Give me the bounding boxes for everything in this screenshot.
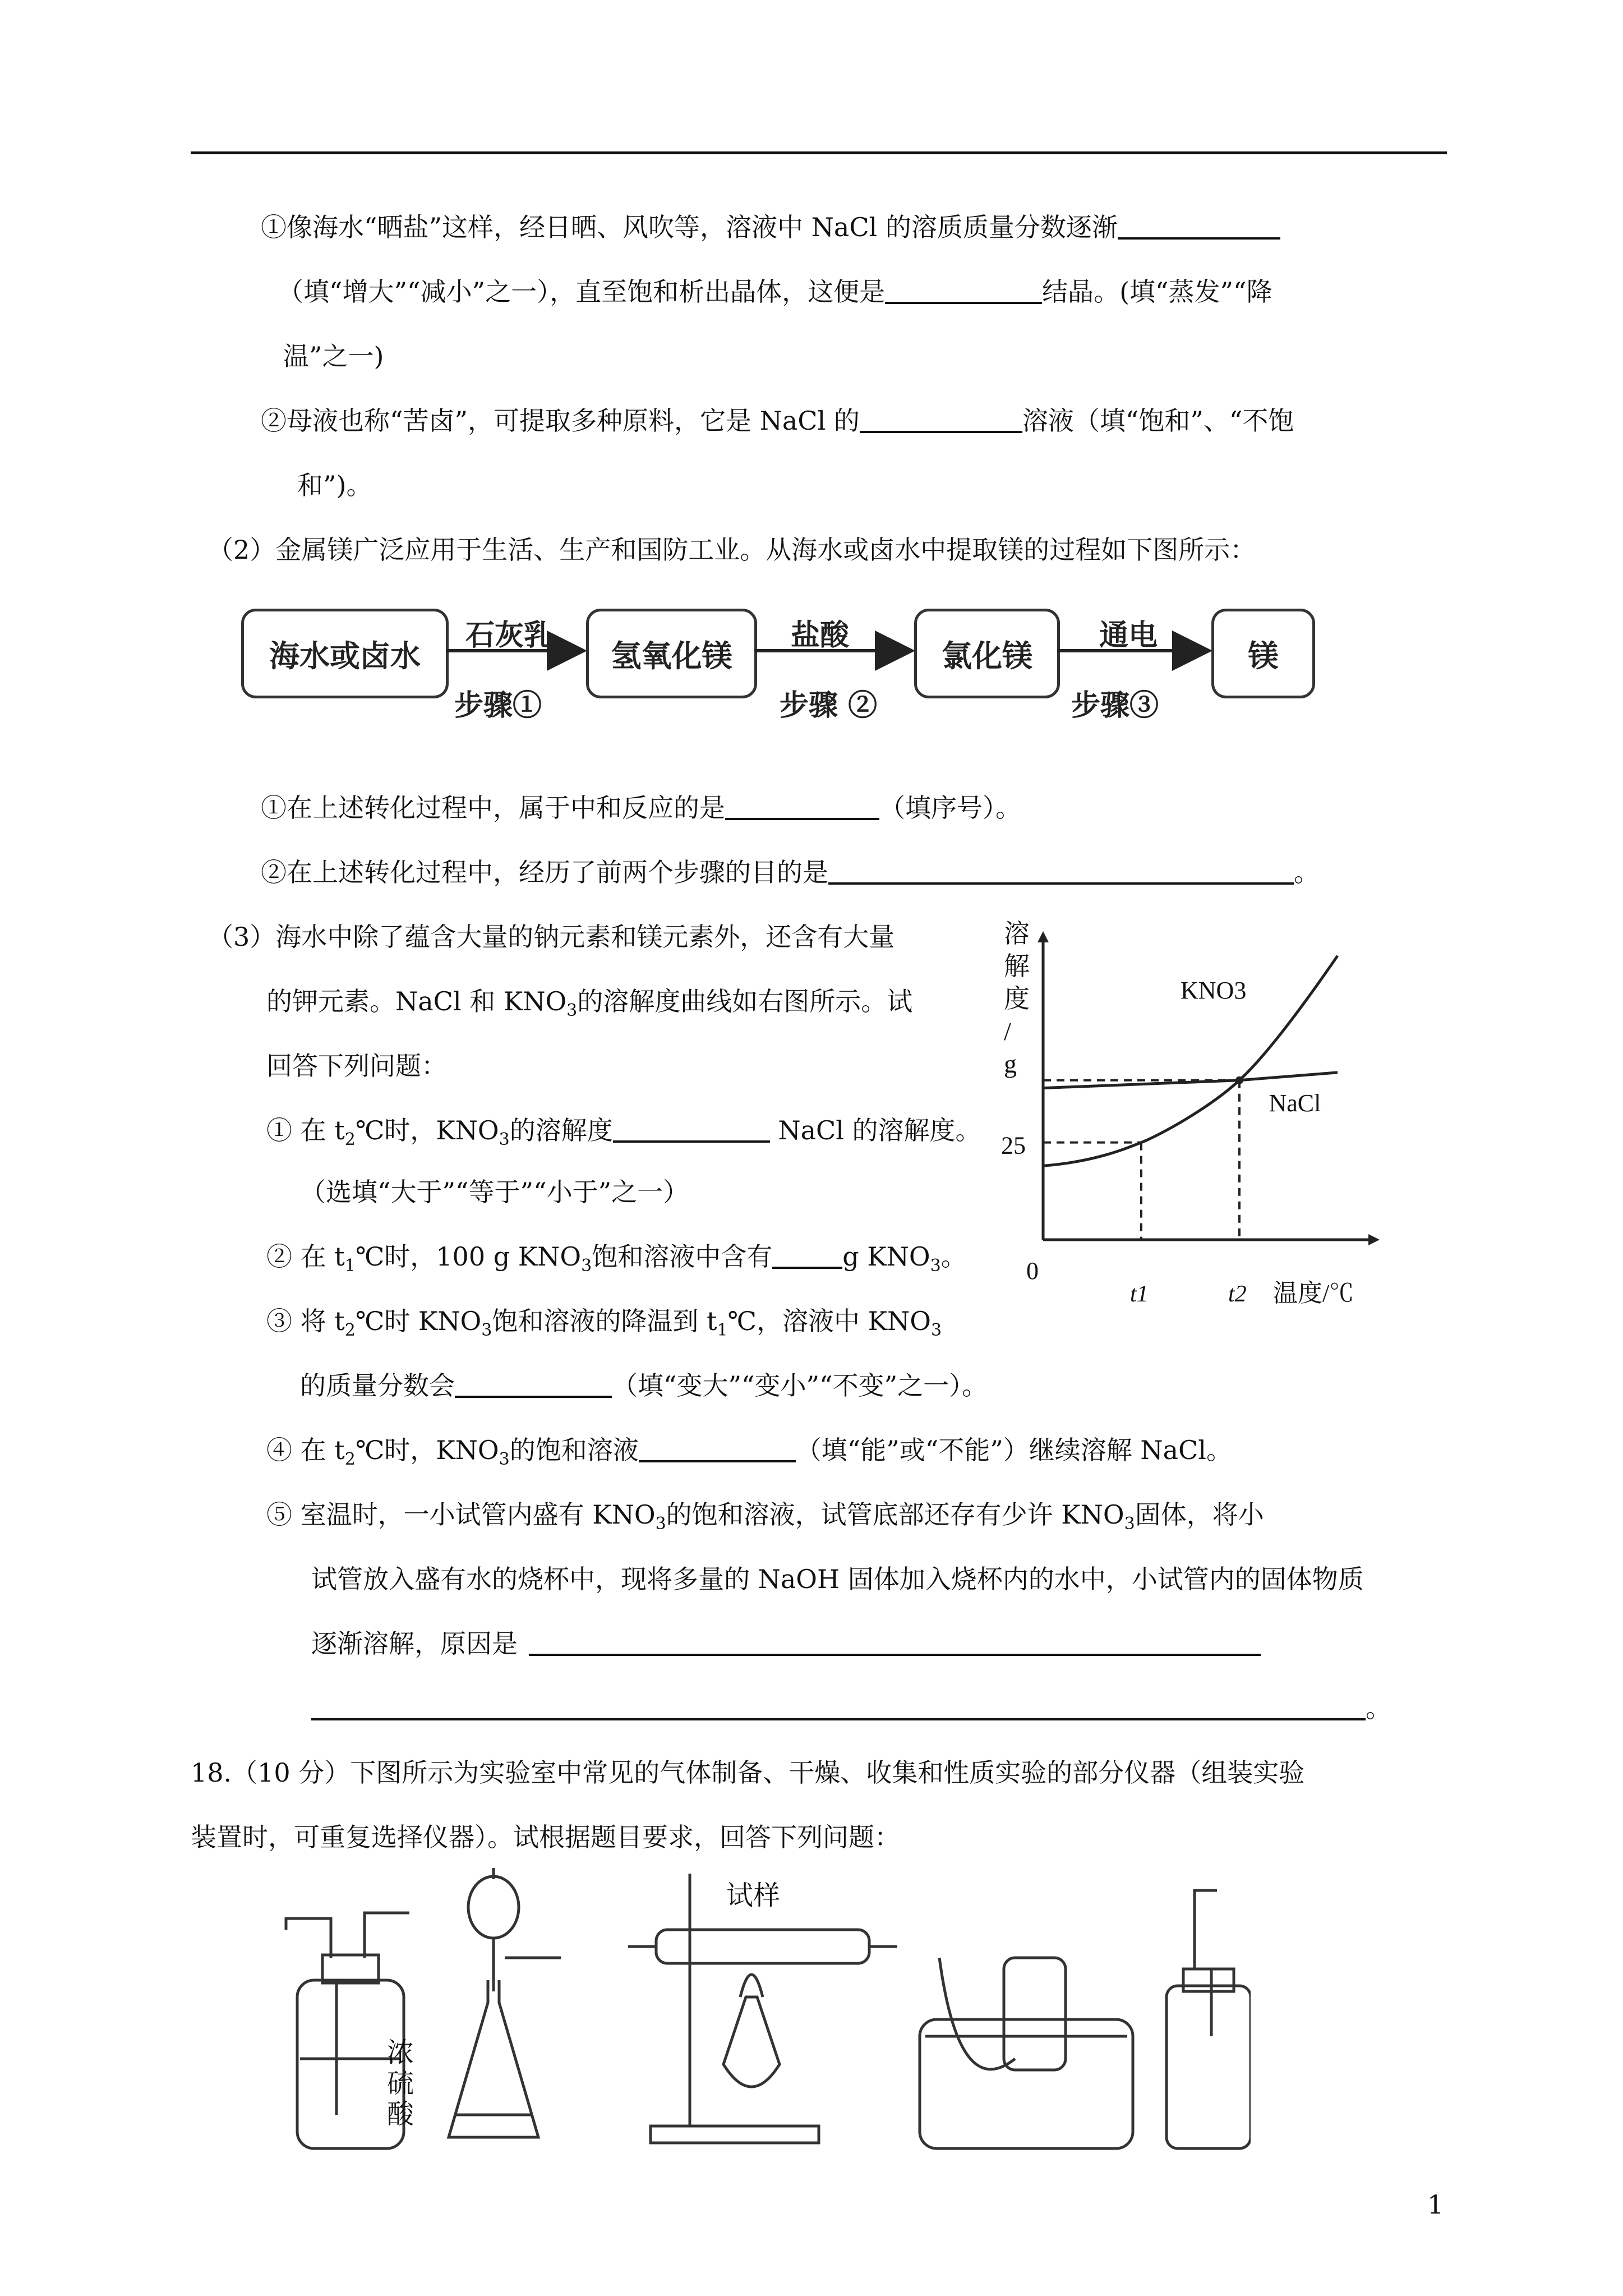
conical-flask xyxy=(449,1868,561,2137)
part3-item-1-note: （选填“大于”“等于”“小于”之一） xyxy=(300,1177,689,1207)
y-tick-label: 25 xyxy=(1001,1131,1026,1159)
answer-blank[interactable] xyxy=(613,1115,770,1143)
flow-box-seawater: 海水或卤水 xyxy=(241,609,449,698)
part2-intro: （2）金属镁广泛应用于生活、生产和国防工业。从海水或卤水中提取镁的过程如下图所示： xyxy=(208,535,1256,565)
flow-step-3: 步骤③ xyxy=(1071,688,1159,723)
part1-q2-line1: ②母液也称“苦卤”，可提取多种原料，它是 NaCl 的 溶液（填“饱和”、“不饱 xyxy=(261,406,1294,436)
heating-apparatus xyxy=(628,1874,897,2143)
solubility-chart xyxy=(998,920,1391,1313)
page-number: 1 xyxy=(1427,2189,1444,2220)
gas-collecting-bottle xyxy=(1166,1890,1251,2148)
label-acid-2: 硫 xyxy=(387,2069,414,2099)
part1-q1-line1: ①像海水“晒盐”这样，经日晒、风吹等，溶液中 NaCl 的溶质质量分数逐渐 xyxy=(261,210,1280,244)
flow-step-2: 步骤 ② xyxy=(780,688,878,723)
part2-q2: ②在上述转化过程中，经历了前两个步骤的目的是 。 xyxy=(261,857,1320,887)
flow-step-1: 步骤① xyxy=(454,688,542,723)
part3-intro-2: 的钾元素。NaCl 和 $KNO_3$的溶解度曲线如右图所示。试 xyxy=(266,986,913,1021)
part3-item-1: ① 在 $t_2℃$时，$KNO_3$的溶解度 NaCl 的溶解度。 xyxy=(266,1115,981,1150)
x-tick-label-t1: t1 xyxy=(1130,1281,1149,1307)
label-sample: 试样 xyxy=(726,1881,781,1911)
x-tick-label-t2: t2 xyxy=(1228,1281,1247,1307)
x-axis-label: 温度/℃ xyxy=(1273,1280,1354,1307)
y-axis-label-char: 解 xyxy=(1004,952,1030,981)
flow-reagent-1: 石灰乳 xyxy=(465,618,554,652)
q18-line1: 18.（10 分）下图所示为实验室中常见的气体制备、干燥、收集和性质实验的部分仪器（组装实验 xyxy=(191,1757,1305,1788)
part1-q2-line2: 和”)。 xyxy=(297,470,372,500)
part3-item-3-line2: 的质量分数会 （填“变大”“变小”“不变”之一）。 xyxy=(300,1370,988,1401)
part3-item-2: ② 在 $t_1℃$时，100 g $KNO_3$饱和溶液中含有 g $KNO_3$。 xyxy=(266,1241,967,1276)
y-axis-label-char: 溶 xyxy=(1004,920,1030,948)
y-axis-label-char: / xyxy=(1004,1017,1011,1046)
answer-blank[interactable] xyxy=(772,1241,842,1269)
answer-blank[interactable] xyxy=(639,1434,796,1462)
origin-label: 0 xyxy=(1026,1257,1039,1285)
series-label-nacl: NaCl xyxy=(1269,1089,1321,1117)
y-axis-arrow xyxy=(1038,931,1049,942)
answer-blank[interactable] xyxy=(529,1628,1261,1656)
part1-q1-line2: （填“增大”“减小”之一），直至饱和析出晶体，这便是 结晶。(填“蒸发”“降 xyxy=(278,277,1272,307)
part3-item-5-line3: 逐渐溶解，原因是 xyxy=(311,1627,1261,1660)
part1-q1-line3: 温”之一) xyxy=(283,341,384,371)
water-trough xyxy=(920,1958,1133,2148)
part3-item-5-line2: 试管放入盛有水的烧杯中，现将多量的 NaOH 固体加入烧杯内的水中，小试管内的固体物质 xyxy=(311,1564,1364,1594)
solubility-chart-svg xyxy=(998,920,1391,1313)
part3-intro-3: 回答下列问题： xyxy=(266,1051,447,1081)
answer-blank[interactable] xyxy=(725,792,879,820)
answer-blank[interactable] xyxy=(455,1370,612,1398)
part3-intro-1: （3）海水中除了蕴含大量的钠元素和镁元素外，还含有大量 xyxy=(208,922,895,952)
answer-blank[interactable] xyxy=(828,857,1294,885)
part3-item-4: ④ 在 $t_2℃$时，$KNO_3$的饱和溶液 （填“能”或“不能”）继续溶解 NaCl。 xyxy=(266,1435,1232,1470)
flow-box-mg-hydroxide: 氢氧化镁 xyxy=(586,609,757,698)
flow-box-mg-chloride: 氯化镁 xyxy=(914,609,1060,698)
label-acid-1: 浓 xyxy=(387,2038,414,2068)
answer-blank[interactable] xyxy=(311,1692,1366,1720)
part3-item-5-line1: ⑤ 室温时，一小试管内盛有 $KNO_3$的饱和溶液，试管底部还存有少许 $KNO_3$固体，将小 xyxy=(266,1499,1264,1534)
x-axis-arrow xyxy=(1368,1234,1380,1245)
y-axis-label-char: 度 xyxy=(1004,984,1030,1013)
label-acid-3: 酸 xyxy=(387,2100,414,2129)
q18-line2: 装置时，可重复选择仪器）。试根据题目要求，回答下列问题： xyxy=(191,1822,900,1852)
part3-item-5-line4: 。 xyxy=(311,1691,1391,1725)
part3-item-3: ③ 将 $t_2℃$时 $KNO_3$饱和溶液的降温到 $t_1℃$，溶液中 $KNO_3$ xyxy=(266,1306,942,1341)
flow-box-magnesium: 镁 xyxy=(1211,609,1315,698)
part2-q1: ①在上述转化过程中，属于中和反应的是 （填序号）。 xyxy=(261,793,1021,823)
lab-apparatus-figure xyxy=(269,1868,1251,2171)
flow-reagent-2: 盐酸 xyxy=(791,618,850,652)
flow-arrows xyxy=(0,0,1623,785)
series-label-kno3: KNO3 xyxy=(1181,977,1247,1005)
y-axis-label-char: g xyxy=(1004,1050,1017,1078)
flow-reagent-3: 通电 xyxy=(1099,618,1158,652)
intersection-point xyxy=(1235,1076,1243,1084)
